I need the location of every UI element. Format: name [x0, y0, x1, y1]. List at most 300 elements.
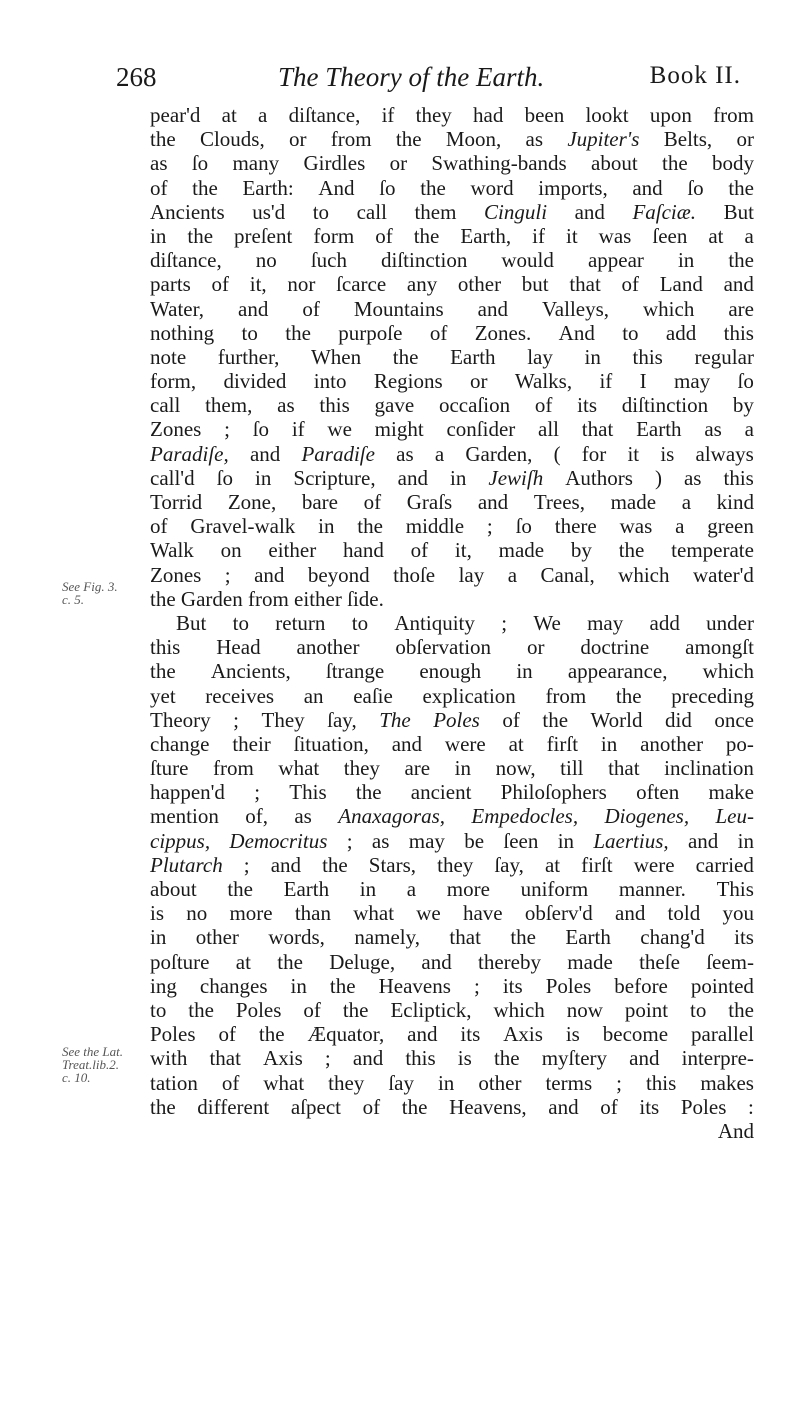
word: the	[395, 127, 422, 152]
word: from	[330, 127, 372, 152]
word: This	[289, 780, 327, 805]
word: and	[477, 296, 508, 321]
text-line	[150, 490, 754, 514]
word: in	[584, 344, 601, 369]
word: Valleys,	[541, 296, 610, 321]
word: that	[449, 925, 481, 950]
word: explication	[422, 683, 516, 708]
text-line	[150, 200, 754, 224]
word: Water,	[150, 296, 205, 321]
word: uniform	[520, 877, 589, 901]
word: been	[524, 103, 565, 127]
word: thoſe	[393, 562, 436, 587]
word: poſture	[150, 949, 210, 974]
word: to	[689, 997, 707, 1022]
word: ;	[346, 828, 353, 853]
word: made	[610, 490, 657, 514]
word: the	[188, 997, 214, 1022]
word: this	[645, 1070, 677, 1095]
word: Girdles	[303, 151, 366, 176]
word: ſo	[252, 417, 270, 442]
word: Earth	[450, 344, 496, 369]
word: other	[457, 272, 502, 297]
word: Gravel-walk	[190, 514, 296, 539]
word: may	[408, 828, 445, 853]
word: which	[618, 562, 670, 587]
word: Clouds,	[199, 127, 265, 152]
word: This	[716, 877, 754, 901]
text-line	[150, 780, 754, 804]
word: in	[437, 1070, 455, 1095]
word: change	[150, 731, 210, 756]
word: the	[510, 925, 536, 950]
word: in	[318, 514, 335, 539]
word: ſituation,	[293, 731, 369, 756]
word: call	[150, 393, 181, 418]
word: and	[391, 731, 423, 756]
word: appear	[587, 248, 644, 273]
word: a	[744, 223, 754, 248]
word: Swathing-bands	[431, 151, 567, 176]
word: if	[532, 223, 545, 248]
word: and	[687, 828, 719, 853]
word: the	[258, 1022, 285, 1047]
word: you	[722, 901, 754, 926]
word: ſeem-	[706, 949, 754, 974]
text-line	[150, 1119, 754, 1143]
word: would	[501, 248, 554, 273]
word: of	[429, 320, 448, 345]
word: Ancients,	[210, 659, 291, 684]
word: obſerv'd	[524, 901, 593, 926]
word: Jewiſh	[488, 465, 544, 490]
word: the	[150, 127, 176, 152]
word: of	[534, 393, 553, 418]
margin-note-line: c. 5.	[62, 592, 85, 607]
word: what	[278, 756, 320, 781]
word: Heavens	[378, 973, 451, 998]
word: from	[247, 586, 289, 611]
word: upon	[649, 103, 692, 127]
word: as	[371, 828, 390, 853]
word: of	[363, 490, 382, 514]
word: firſt	[581, 852, 613, 877]
word: Poles	[433, 707, 480, 732]
word: diſtance,	[150, 248, 222, 273]
word: firſt	[546, 731, 579, 756]
word: a	[406, 877, 417, 901]
word: as	[396, 441, 414, 466]
word: of	[303, 997, 321, 1022]
word: that	[608, 756, 640, 781]
word: was	[619, 514, 653, 539]
word: add	[649, 610, 680, 635]
word: in	[557, 828, 575, 853]
word: conſider	[446, 417, 516, 442]
word: they	[343, 756, 380, 781]
word: interpre-	[681, 1046, 754, 1071]
word: on	[220, 538, 242, 563]
word: Zones	[150, 417, 202, 442]
word: Poles	[545, 973, 592, 998]
word: And	[717, 1118, 754, 1143]
word: but	[521, 272, 549, 297]
word: a	[258, 103, 268, 127]
word: are	[728, 296, 754, 321]
word: Zones	[150, 562, 202, 587]
word: the	[150, 659, 176, 684]
word: and	[421, 949, 452, 974]
word: Garden	[180, 586, 243, 611]
word: Paradiſe	[301, 441, 375, 466]
word: and	[574, 199, 605, 224]
word: words,	[268, 925, 325, 950]
word: Earth	[283, 877, 330, 901]
word: ſo	[737, 369, 754, 394]
word: pear'd	[150, 103, 201, 127]
word: Authors	[565, 465, 633, 490]
text-line	[150, 635, 754, 659]
word: amongſt	[685, 635, 754, 660]
word: which	[493, 997, 545, 1022]
word: the	[277, 949, 303, 974]
word: other	[478, 1070, 522, 1095]
word: Torrid	[150, 490, 203, 514]
text-line	[150, 708, 754, 732]
word: ancient	[410, 780, 472, 805]
word: lookt	[585, 103, 629, 127]
word: diſtinction	[381, 248, 468, 273]
word: ſture	[150, 756, 189, 781]
word: and	[407, 1022, 438, 1047]
word: ſo	[216, 465, 233, 490]
word: pointed	[690, 973, 754, 998]
margin-note-line: See the Lat.	[62, 1044, 124, 1059]
word: receives	[205, 683, 275, 708]
word: tation	[150, 1070, 198, 1095]
word: the	[150, 1094, 176, 1119]
word: that	[569, 272, 601, 297]
word: They	[261, 707, 305, 732]
word: it	[627, 441, 640, 466]
word: And	[558, 320, 595, 345]
word: parts	[150, 272, 191, 297]
word: ;	[233, 707, 239, 732]
text-line	[150, 345, 754, 369]
word: its	[639, 1094, 660, 1119]
word: Diogenes,	[604, 804, 690, 829]
word: temperate	[671, 538, 754, 563]
word: once	[714, 707, 754, 732]
margin-note-treatise	[62, 1044, 124, 1085]
word: imports,	[538, 175, 608, 200]
word: and	[632, 175, 663, 200]
word: of	[621, 272, 640, 297]
word: as	[277, 393, 295, 418]
text-line	[150, 877, 754, 901]
word: the	[357, 514, 383, 539]
word: a	[675, 514, 685, 539]
word: The	[379, 707, 411, 732]
text-line	[150, 151, 754, 175]
word: occaſion	[438, 393, 511, 418]
word: at	[221, 103, 237, 127]
word: Axis	[503, 1022, 543, 1047]
word: theſe	[639, 949, 680, 974]
word: of	[362, 1094, 381, 1119]
word: this	[150, 635, 181, 660]
word: did	[664, 707, 692, 732]
word: But	[176, 610, 207, 635]
word: preceding	[671, 683, 754, 708]
word: Moon,	[445, 127, 502, 152]
word: the	[329, 973, 356, 998]
word: Cinguli	[484, 199, 548, 224]
word: of	[211, 272, 230, 297]
word: them	[414, 199, 457, 224]
word: of	[502, 707, 520, 732]
word: or	[389, 151, 408, 176]
word: inclination	[664, 756, 754, 781]
word: the	[192, 175, 218, 200]
word: ;	[224, 417, 230, 442]
word: Leu-	[715, 804, 754, 829]
word: ſide.	[347, 586, 384, 611]
word: more	[446, 877, 490, 901]
word: it	[565, 223, 578, 248]
word: and	[270, 852, 302, 877]
word: now,	[495, 756, 536, 781]
word: it,	[249, 272, 267, 297]
word: Walk	[150, 538, 194, 563]
word: Heavens,	[449, 1094, 527, 1119]
word: middle	[405, 514, 465, 539]
word: Æquator,	[307, 1022, 385, 1047]
word: Stars,	[368, 852, 417, 877]
word: no	[255, 248, 277, 273]
word: is	[660, 441, 675, 466]
word: the	[542, 707, 569, 732]
word: and	[238, 296, 269, 321]
word: terms	[545, 1070, 593, 1095]
word: regular	[694, 344, 754, 369]
word: there	[554, 514, 597, 539]
word: kind	[716, 490, 754, 514]
word: in	[454, 756, 472, 781]
word: Earth	[636, 417, 682, 442]
word: as	[525, 127, 544, 152]
word: yet	[150, 683, 176, 708]
word: from	[545, 683, 587, 708]
word: ;	[501, 610, 508, 635]
word: at	[708, 223, 724, 248]
word: Plutarch	[150, 852, 223, 877]
word: Democritus	[229, 828, 328, 853]
word: may	[674, 369, 711, 394]
word: to	[622, 320, 639, 345]
body-text	[150, 103, 754, 1143]
book-label: Book II.	[649, 62, 741, 89]
margin-note-line: c. 10.	[62, 1070, 91, 1085]
word: be	[464, 828, 485, 853]
word: its	[502, 973, 523, 998]
word: Empedocles,	[471, 804, 579, 829]
word: ſay,	[494, 852, 524, 877]
word: Earth	[565, 925, 611, 950]
word: Ecliptick,	[390, 997, 472, 1022]
word: call	[356, 199, 387, 224]
word: as	[150, 151, 168, 176]
word: we	[416, 901, 441, 926]
text-line	[150, 417, 754, 441]
word: the	[493, 1046, 520, 1071]
word: us'd	[252, 199, 286, 224]
word: if	[381, 103, 395, 127]
word: or	[288, 127, 307, 152]
text-line	[150, 1022, 754, 1046]
word: in	[677, 248, 695, 273]
word: as	[294, 804, 312, 829]
word: divided	[223, 369, 287, 394]
word: their	[232, 731, 271, 756]
word: or	[736, 127, 754, 152]
word: form,	[150, 369, 197, 394]
word: Antiquity	[394, 610, 475, 635]
word: at	[544, 852, 561, 877]
word: to	[150, 997, 167, 1022]
word: Earth:	[242, 175, 294, 200]
word: as	[704, 417, 722, 442]
word: the	[342, 997, 369, 1022]
word: as	[683, 465, 702, 490]
text-line	[150, 103, 754, 127]
word: of	[221, 1070, 240, 1095]
word: make	[708, 780, 754, 805]
word: a	[434, 441, 445, 466]
text-line	[150, 974, 754, 998]
word: in	[255, 465, 272, 490]
word: if	[291, 417, 305, 442]
word: Poles	[150, 1022, 196, 1047]
word: lay	[458, 562, 485, 587]
word: before	[614, 973, 668, 998]
word: of	[150, 175, 168, 200]
word: gave	[374, 393, 415, 418]
word: obſervation	[395, 635, 492, 660]
text-line	[150, 538, 754, 562]
text-line	[150, 998, 754, 1022]
word: the	[420, 175, 446, 200]
word: the	[392, 344, 419, 369]
word: the	[285, 320, 311, 345]
word: an	[303, 683, 324, 708]
word: nor	[287, 272, 316, 297]
word: now	[566, 997, 603, 1022]
word: purpoſe	[338, 320, 403, 345]
word: in	[150, 223, 167, 248]
word: is	[457, 1046, 472, 1071]
word: of	[218, 1022, 236, 1047]
word: the	[615, 683, 642, 708]
text-line	[150, 1071, 754, 1095]
word: note	[150, 344, 187, 369]
word: ſeen	[503, 828, 539, 853]
word: or	[470, 369, 488, 394]
word: its	[734, 925, 754, 950]
word: the	[413, 223, 440, 248]
word: they	[415, 103, 452, 127]
word: the	[618, 538, 645, 563]
word: manner.	[618, 877, 686, 901]
word: always	[695, 441, 754, 466]
word: and	[397, 465, 428, 490]
word: a	[507, 562, 518, 587]
word: Poles	[235, 997, 282, 1022]
word: beyond	[307, 562, 370, 587]
word: another	[640, 731, 704, 756]
word: Scripture,	[293, 465, 376, 490]
word: about	[591, 151, 638, 176]
word: and	[615, 901, 646, 926]
word: cippus,	[150, 828, 211, 853]
word: Laertius,	[593, 828, 669, 853]
word: of	[600, 1094, 618, 1119]
word: Theory	[150, 707, 211, 732]
word: this	[723, 320, 754, 345]
word: )	[654, 465, 662, 490]
page-header	[116, 62, 741, 98]
word: which	[702, 659, 754, 684]
word: that	[581, 417, 614, 442]
word: any	[406, 272, 438, 297]
word: are	[404, 756, 431, 781]
word: the	[728, 248, 754, 273]
word: ſay	[388, 1070, 414, 1095]
word: this	[405, 1046, 436, 1071]
word: from	[713, 103, 754, 127]
word: myſtery	[541, 1046, 608, 1071]
margin-note-line: See Fig. 3.	[62, 579, 118, 594]
word: namely,	[354, 925, 421, 950]
text-line	[150, 248, 754, 272]
word: appearance,	[567, 659, 668, 684]
text-line	[150, 514, 754, 538]
text-line	[150, 804, 754, 828]
word: Belts,	[663, 127, 713, 152]
word: Regions	[373, 369, 443, 394]
text-line	[150, 224, 754, 248]
word: another	[296, 635, 360, 660]
word: doctrine	[580, 635, 650, 660]
word: what	[263, 1070, 305, 1095]
word: we	[327, 417, 352, 442]
word: all	[538, 417, 560, 442]
word: in	[450, 465, 467, 490]
word: ;	[473, 973, 480, 998]
word: hand	[343, 538, 384, 563]
word: in	[359, 877, 377, 901]
word: ſeen	[652, 223, 688, 248]
word: is	[565, 1022, 580, 1047]
word: lay	[527, 344, 553, 369]
word: might	[374, 417, 424, 442]
word: Earth,	[460, 223, 512, 248]
word: Land	[659, 272, 703, 297]
word: Mountains	[353, 296, 444, 321]
word: form	[313, 223, 355, 248]
word: of,	[245, 804, 268, 829]
word: in	[290, 973, 307, 998]
